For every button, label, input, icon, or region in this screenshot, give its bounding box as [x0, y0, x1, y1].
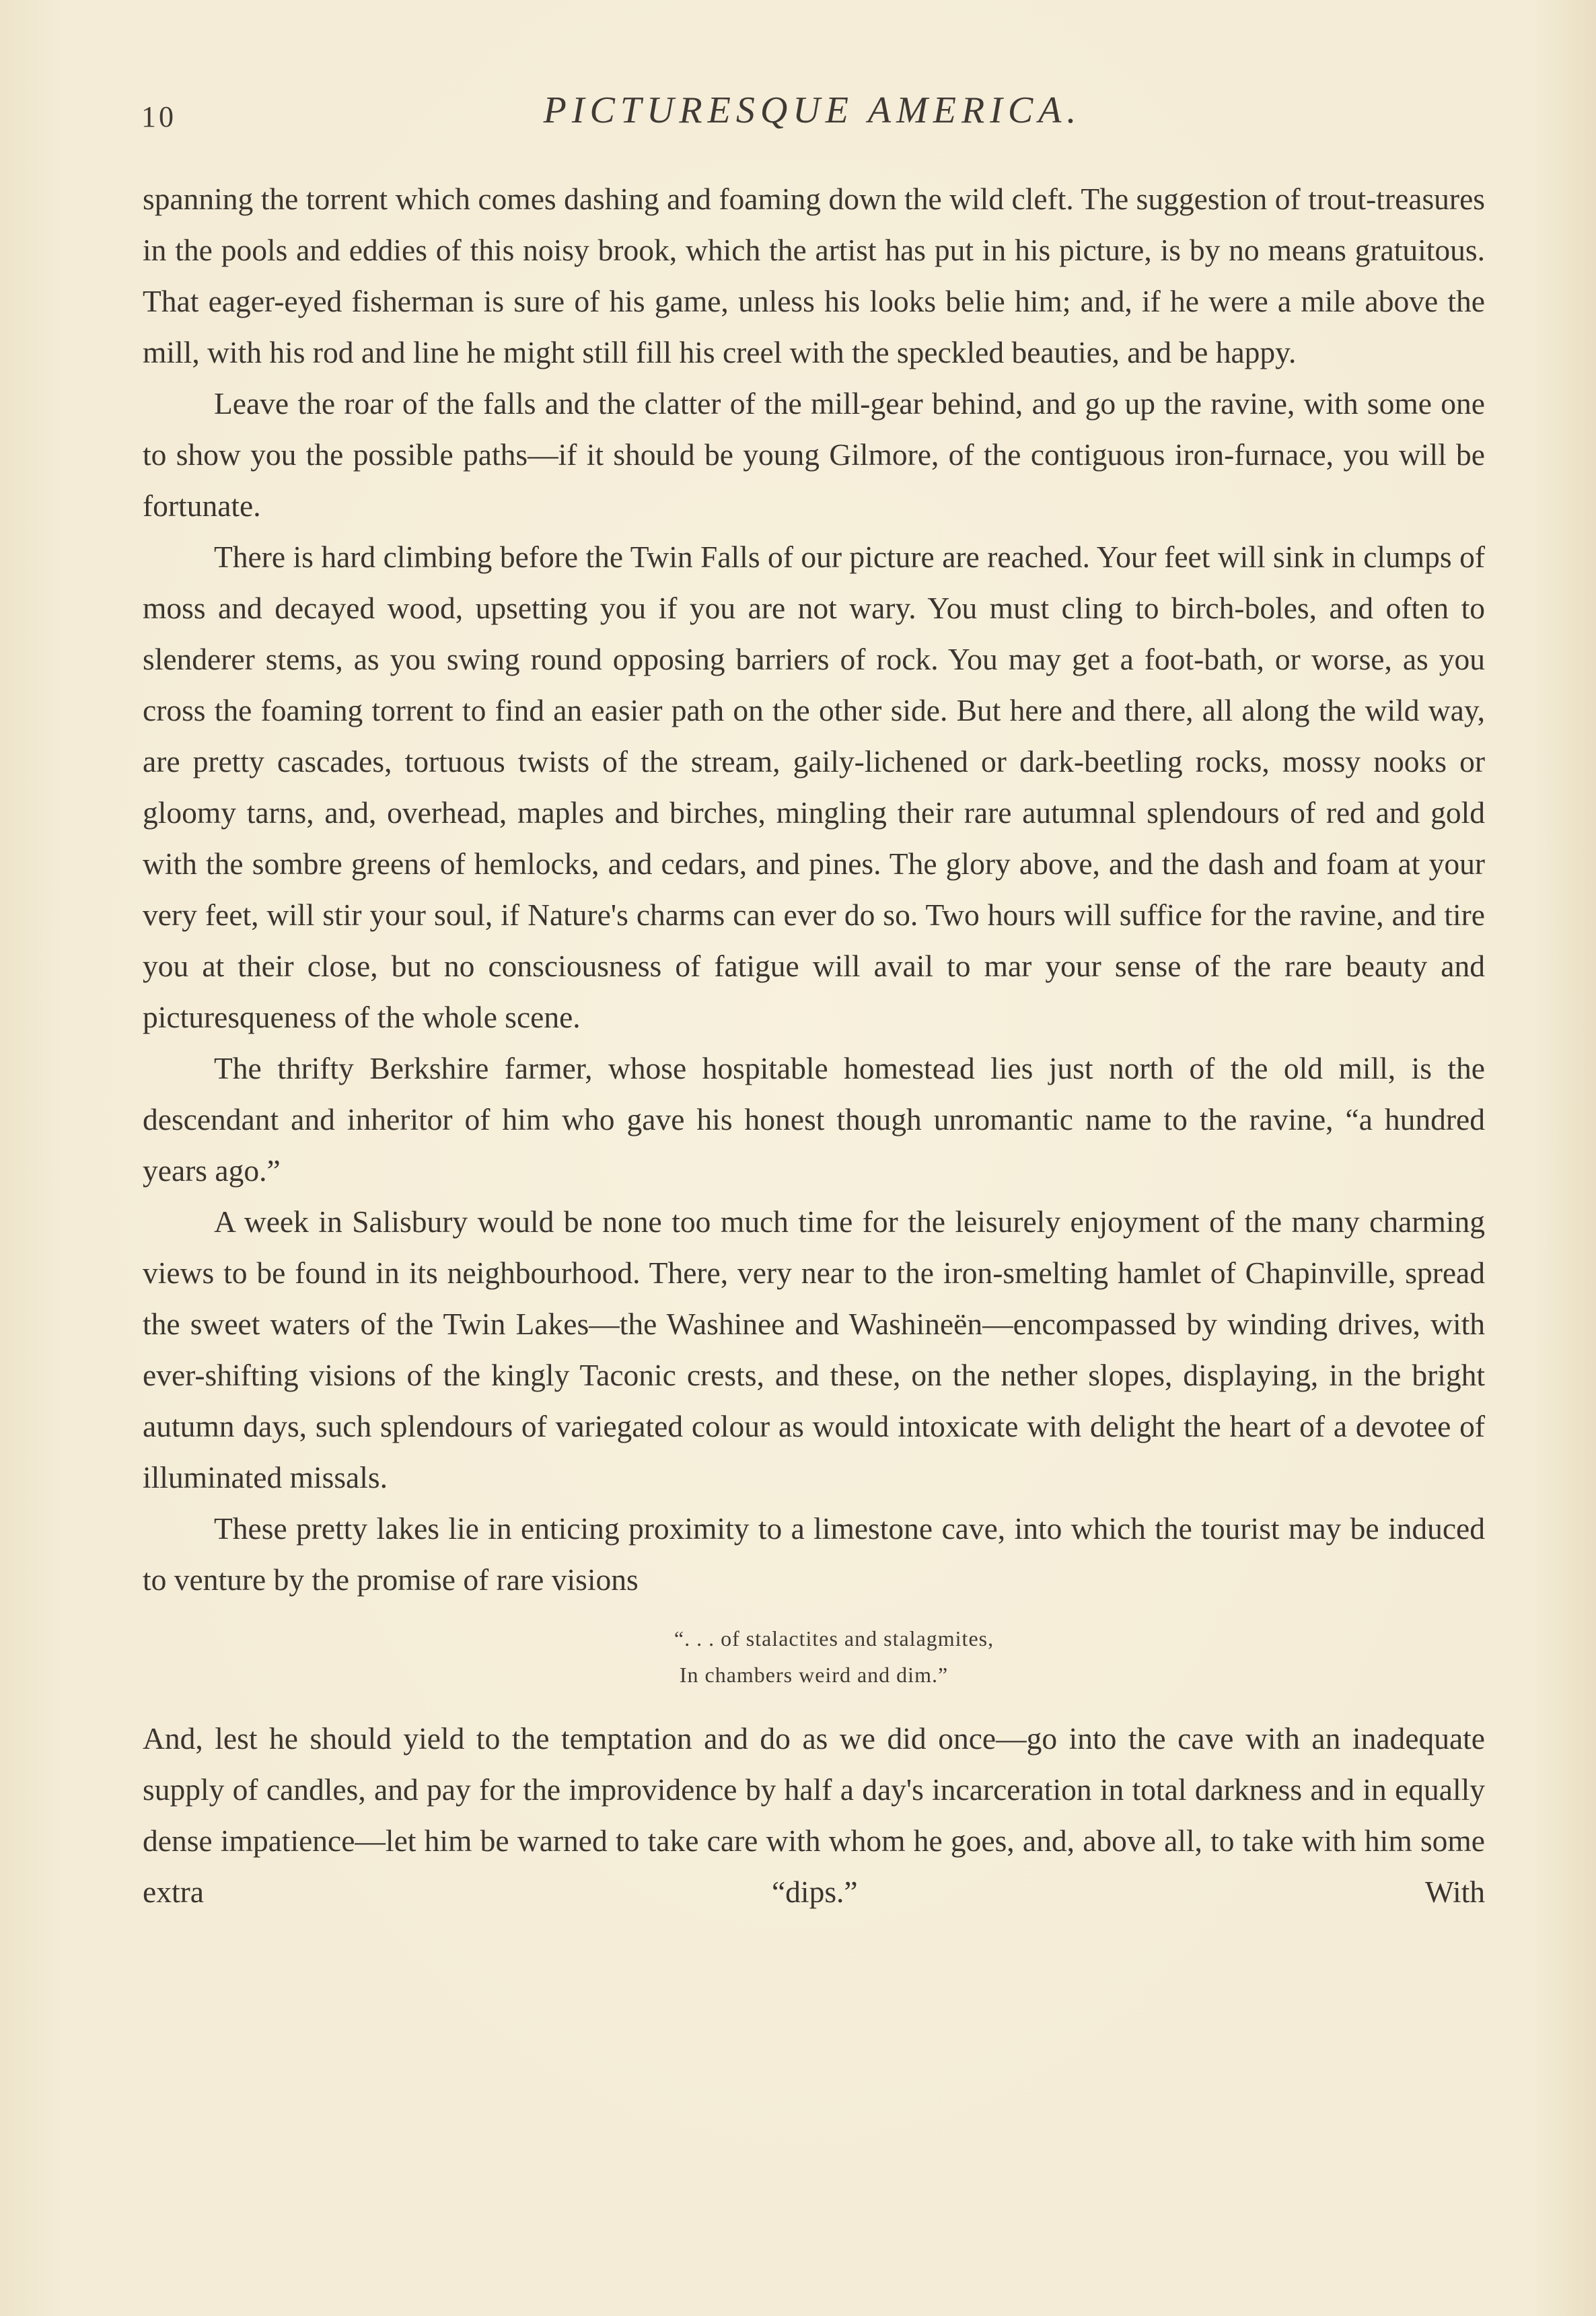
quote-line: In chambers weird and dim.” — [679, 1663, 949, 1687]
paragraph: Leave the roar of the falls and the clatter of the mill-gear behind, and go up the ravine, with some one to show you the possible paths—if it should be young Gilmore, of the contiguous iron-furnace, you will be fortunate. — [143, 386, 1485, 523]
page-header — [141, 81, 1484, 141]
body-text — [143, 174, 1485, 1918]
paragraph: The thrifty Berkshire farmer, whose hospitable homestead lies just north of the old mill, is the descendant and inheritor of him who gave his honest though unromantic name to the ravine, “a hundred years ago.” — [143, 1051, 1485, 1188]
paragraph: There is hard climbing before the Twin Falls of our picture are reached. Your feet will sink in clumps of moss and decayed wood, upsetting you if you are not wary. You must cling to birch-boles, and often to slenderer stems, as you swing round opposing barriers of rock. You may get a foot-bath, or worse, as you cross the foaming torrent to find an easier path on the other side. But here and there, all along the wild way, are pretty cascades, tortuous twists of the stream, gaily-lichened or dark-beetling rocks, mossy nooks or gloomy tarns, and, overhead, maples and birches, mingling their rare autumnal splendours of red and gold with the sombre greens of hemlocks, and cedars, and pines. The glory above, and the dash and foam at your very feet, will stir your soul, if Nature's charms can ever do so. Two hours will suffice for the ravine, and tire you at their close, but no consciousness of fatigue will avail to mar your sense of the rare beauty and picturesqueness of the whole scene. — [143, 540, 1485, 1034]
paragraph: A week in Salisbury would be none too much time for the leisurely enjoyment of the many charming views to be found in its neighbourhood. There, very near to the iron-smelting hamlet of Chapinville, spread the sweet waters of the Twin Lakes—the Washinee and Washineën—encompassed by winding drives, with ever-shifting visions of the kingly Taconic crests, and these, on the nether slopes, displaying, in the bright autumn days, such splendours of variegated colour as would intoxicate with delight the heart of a devotee of illuminated missals. — [143, 1204, 1485, 1494]
paragraph: These pretty lakes lie in enticing proximity to a limestone cave, into which the tourist may be induced to venture by the promise of rare visions — [143, 1511, 1485, 1597]
running-title: PICTURESQUE AMERICA. — [543, 89, 1082, 131]
paragraph: spanning the torrent which comes dashing and foaming down the wild cleft. The suggestion of trout-treasures in the pools and eddies of this noisy brook, which the artist has put in his picture, is by no means gratuitous. That eager-eyed fisherman is sure of his game, unless his looks belie him; and, if he were a mile above the mill, with his rod and line he might still fill his creel with the speckled beauties, and be happy. — [143, 182, 1485, 369]
page-number: 10 — [141, 100, 176, 133]
closing-paragraph: And, lest he should yield to the temptation and do as we did once—go into the cave with an inadequate supply of candles, and pay for the improvidence by half a day's incarceration in total darkness and in equally dense impatience—let him be warned to take care with whom he goes, and, above all, to take with him some extra “dips.” With — [143, 1721, 1485, 1909]
quote-line: “. . . of stalactites and stalagmites, — [674, 1626, 994, 1651]
verse-quote — [143, 1620, 1485, 1693]
